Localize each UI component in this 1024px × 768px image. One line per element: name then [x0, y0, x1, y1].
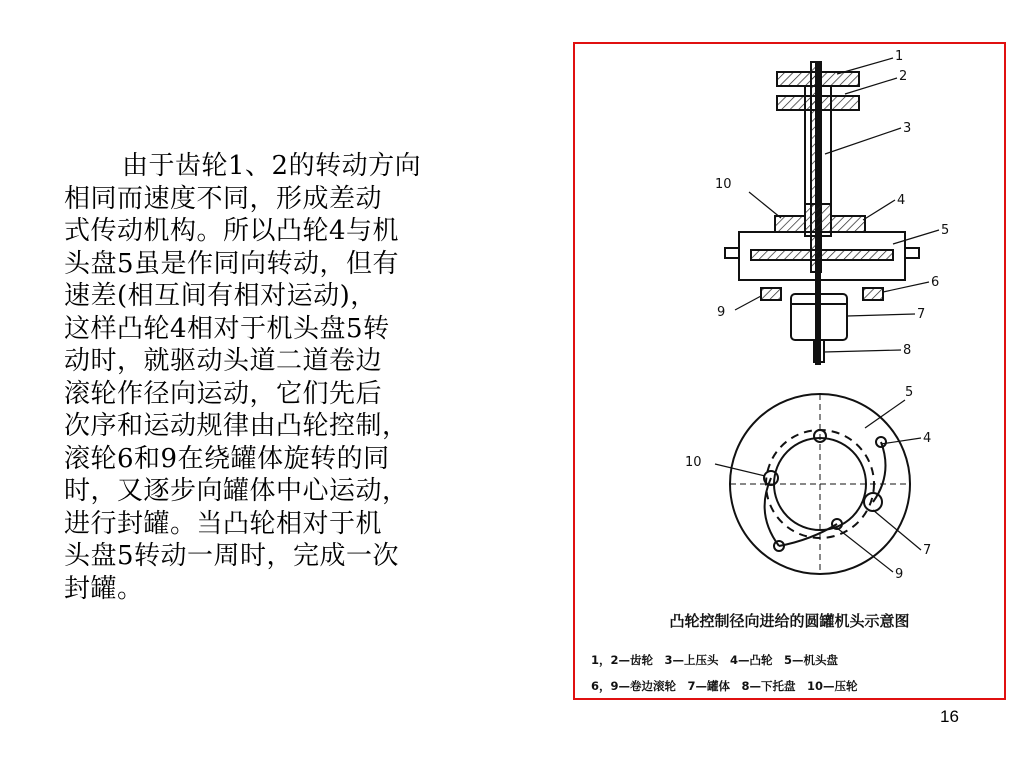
- disk-lug-left: [725, 248, 739, 258]
- text-line: 速差(相互间有相对运动)，: [64, 281, 377, 311]
- roller-9: [761, 288, 781, 300]
- text-line: 动时，就驱动头道二道卷边: [64, 346, 383, 376]
- text-line: 封罐。: [64, 573, 144, 604]
- plan-label-7: 7: [923, 543, 932, 558]
- text-line: 滚轮作径向运动，它们先后: [64, 378, 383, 409]
- plan-view: [730, 394, 910, 574]
- text-line: 进行封罐。当凸轮相对于机: [64, 508, 383, 539]
- text-line: 相同而速度不同，形成差动: [64, 183, 383, 214]
- figure-title: 凸轮控制径向进给的圆罐机头示意图: [669, 612, 910, 630]
- figure-legend-line-1: 1，2—齿轮 3—上压头 4—凸轮 5—机头盘: [591, 653, 839, 667]
- label-3: 3: [903, 121, 912, 136]
- cam-4: [775, 204, 865, 232]
- plan-leaders: [715, 400, 921, 572]
- label-5: 5: [941, 223, 950, 238]
- plan-label-4: 4: [923, 431, 932, 446]
- figure-box: [573, 42, 1006, 700]
- text-line: 头盘5转动一周时，完成一次: [64, 541, 400, 571]
- text-line: 式传动机构。所以凸轮4与机: [64, 216, 400, 246]
- body-text: [64, 150, 504, 605]
- text-line: 这样凸轮4相对于机头盘5转: [64, 313, 390, 344]
- lever-left: [765, 478, 779, 546]
- mechanism-diagram: [575, 44, 1004, 604]
- figure-legend-line-2: 6，9—卷边滚轮 7—罐体 8—下托盘 10—压轮: [591, 679, 858, 693]
- text-line: 滚轮6和9在绕罐体旋转的同: [64, 443, 390, 474]
- side-view: [725, 62, 919, 364]
- plan-label-5: 5: [905, 385, 914, 400]
- plan-label-10: 10: [685, 455, 702, 470]
- text-line: 由于齿轮1、2的转动方向: [122, 151, 422, 181]
- text-line: 时，又逐步向罐体中心运动，: [64, 476, 409, 506]
- roller-6: [863, 288, 883, 300]
- text-line: 次序和运动规律由凸轮控制，: [64, 411, 409, 441]
- label-2: 2: [899, 69, 908, 84]
- label-1: 1: [895, 49, 904, 64]
- head-disk-plate: [751, 250, 893, 260]
- label-8: 8: [903, 343, 912, 358]
- label-6: 6: [931, 275, 940, 290]
- text-line: 头盘5虽是作同向转动，但有: [64, 248, 400, 279]
- label-4: 4: [897, 193, 906, 208]
- label-10: 10: [715, 177, 732, 192]
- label-7: 7: [917, 307, 926, 322]
- page-number: 16: [940, 707, 959, 726]
- plan-label-9: 9: [895, 567, 904, 582]
- label-9: 9: [717, 305, 726, 320]
- disk-lug-right: [905, 248, 919, 258]
